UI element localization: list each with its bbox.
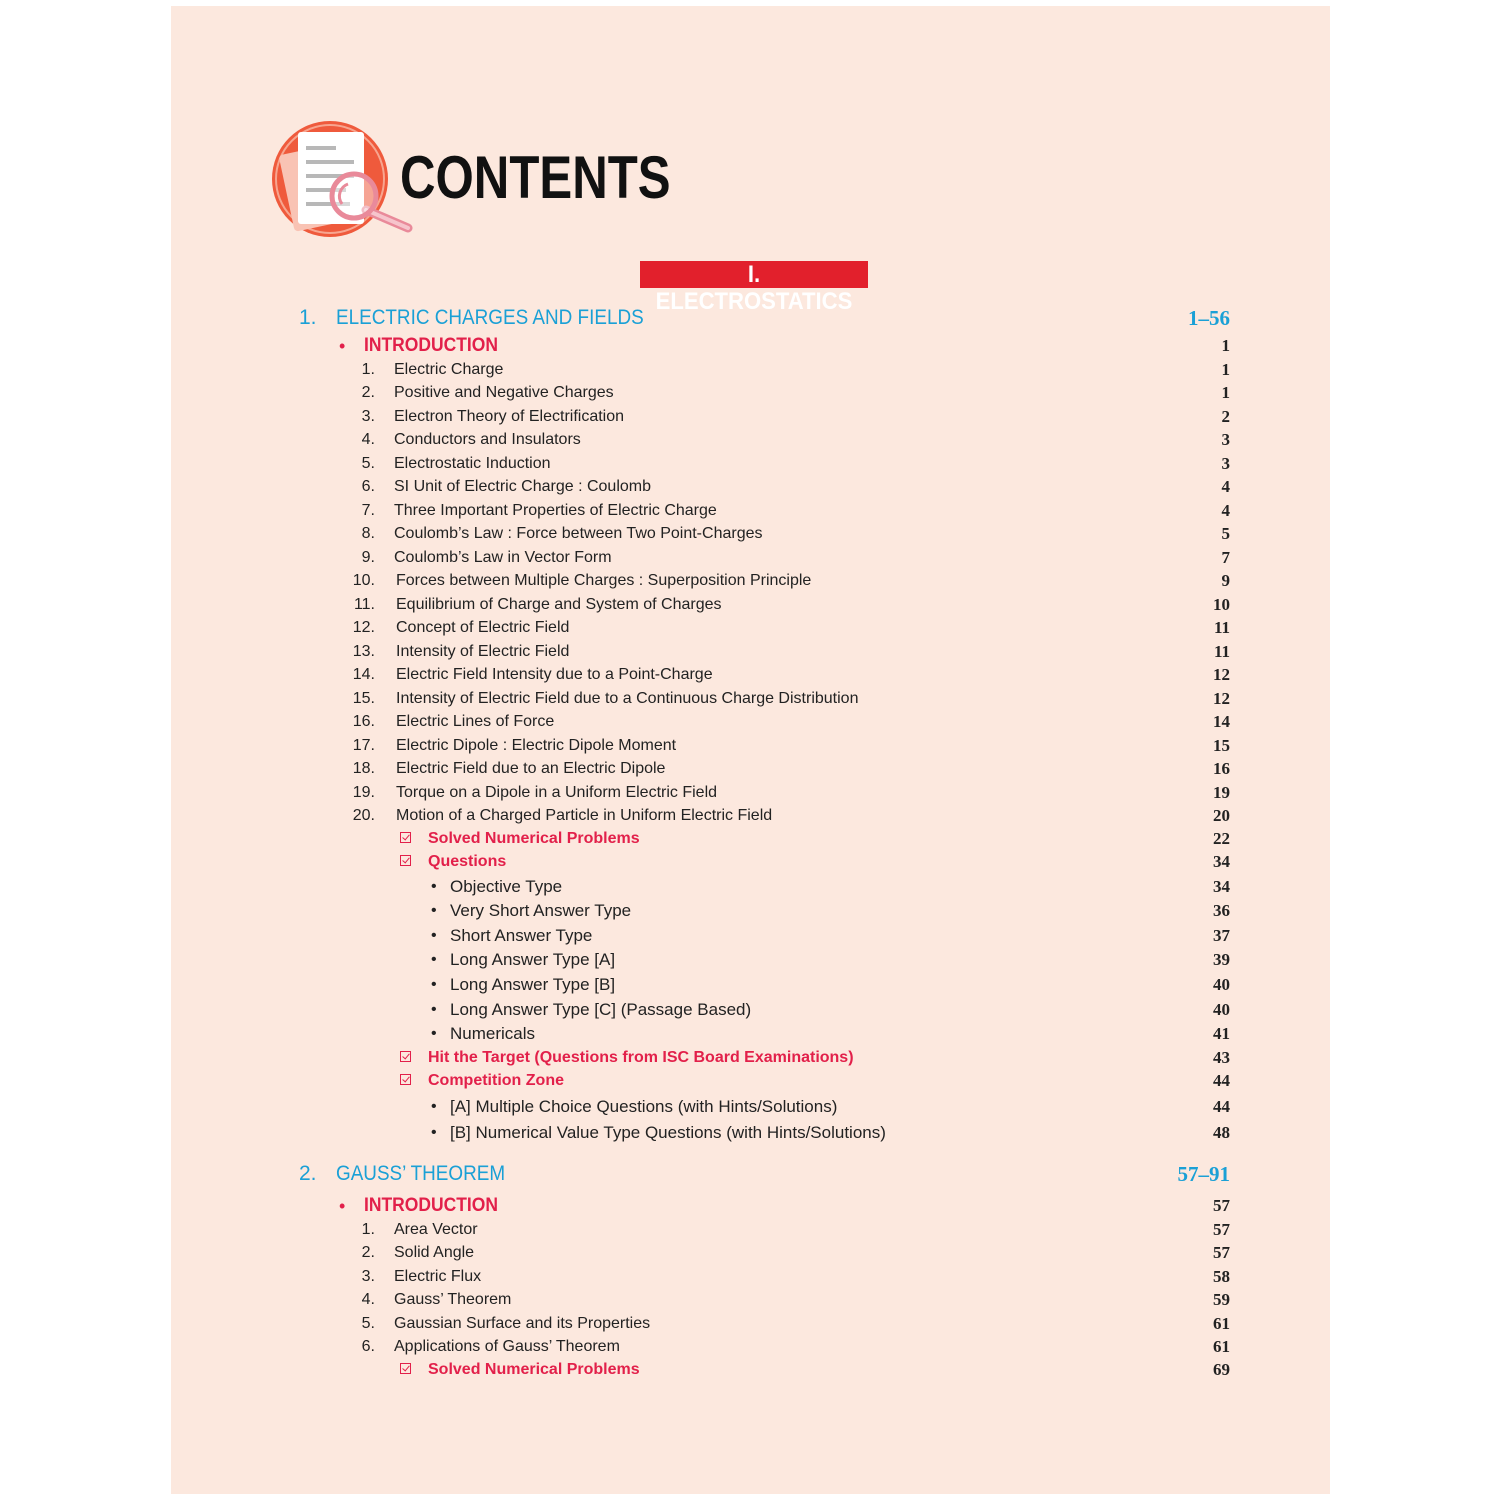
topic-label: Electric Charge [394, 361, 504, 378]
page-number: 59 [1213, 1290, 1230, 1309]
page-number: 19 [1213, 783, 1230, 802]
topic-entry [0, 781, 1501, 805]
page-number: 15 [1213, 736, 1230, 755]
introduction-label: INTRODUCTION [364, 335, 499, 356]
topic-entry [0, 1288, 1501, 1312]
topic-label: Concept of Electric Field [396, 619, 570, 636]
bullet-icon: • [431, 1124, 437, 1141]
page-number: 16 [1213, 759, 1230, 778]
page-number: 7 [1221, 548, 1230, 567]
topic-entry [0, 569, 1501, 593]
topic-label: Torque on a Dipole in a Uniform Electric Field [396, 784, 718, 801]
page-number: 4 [1221, 501, 1230, 520]
topic-entry [0, 804, 1501, 828]
topic-entry [0, 499, 1501, 523]
topic-label: Electric Field due to an Electric Dipole [396, 760, 666, 777]
bullet-icon: • [431, 1098, 437, 1115]
chapter-title: GAUSS’ THEOREM [336, 1162, 506, 1185]
topic-label: Electron Theory of Electrification [394, 408, 625, 425]
topic-label: Electric Field Intensity due to a Point-Charge [396, 666, 713, 683]
page-number: 3 [1221, 454, 1230, 473]
checkbox-icon [400, 1363, 411, 1374]
topic-entry [0, 522, 1501, 546]
topic-entry [0, 616, 1501, 640]
page-number: 58 [1213, 1267, 1230, 1286]
page-number: 12 [1213, 665, 1230, 684]
topic-entry [0, 475, 1501, 499]
bullet-icon: • [431, 878, 437, 895]
topic-entry [0, 640, 1501, 664]
topic-entry [0, 358, 1501, 382]
unit-heading [640, 261, 868, 315]
topic-number: 11. [353, 596, 375, 613]
topic-label: Applications of Gauss’ Theorem [394, 1338, 620, 1355]
topic-number: 2. [361, 1244, 375, 1261]
page-number: 11 [1213, 642, 1230, 661]
topic-label: Equilibrium of Charge and System of Charges [396, 596, 722, 613]
topic-number: 15. [352, 690, 375, 707]
question-type-entry [0, 875, 1501, 899]
question-type-label: Numericals [450, 1024, 536, 1043]
page-number: 40 [1213, 975, 1230, 994]
topic-entry [0, 1335, 1501, 1359]
bullet-icon: • [431, 951, 437, 968]
section-entry [0, 1046, 1501, 1070]
question-type-entry [0, 948, 1501, 972]
topic-label: Electrostatic Induction [394, 455, 551, 472]
section-label: Solved Numerical Problems [428, 1361, 640, 1378]
section-entry [0, 827, 1501, 851]
bullet-icon: • [431, 976, 437, 993]
question-type-entry [0, 1095, 1501, 1119]
topic-number: 19. [352, 784, 375, 801]
page-number: 69 [1213, 1360, 1230, 1379]
topic-label: Solid Angle [394, 1244, 475, 1261]
chapter-page-range: 1–56 [1188, 306, 1230, 330]
page-number: 20 [1213, 806, 1230, 825]
question-type-entry [0, 1121, 1501, 1145]
chapter-heading [0, 306, 1501, 330]
question-type-label: Long Answer Type [A] [450, 950, 616, 969]
page-number: 36 [1213, 901, 1230, 920]
checkbox-icon [400, 855, 411, 866]
topic-number: 9. [361, 549, 375, 566]
topic-entry [0, 1241, 1501, 1265]
topic-label: Intensity of Electric Field [396, 643, 570, 660]
page-number: 5 [1221, 524, 1230, 543]
question-type-label: Short Answer Type [450, 926, 593, 945]
question-type-label: Objective Type [450, 877, 563, 896]
topic-number: 4. [361, 1291, 375, 1308]
page-number: 1 [1221, 360, 1230, 379]
bullet-icon: • [431, 1025, 437, 1042]
page-number: 61 [1213, 1337, 1230, 1356]
bullet-icon: • [339, 336, 346, 356]
page-number: 12 [1213, 689, 1230, 708]
section-label: Solved Numerical Problems [428, 830, 640, 847]
topic-label: Three Important Properties of Electric Charge [394, 502, 717, 519]
topic-number: 13. [352, 643, 375, 660]
page-number: 2 [1221, 407, 1230, 426]
topic-entry [0, 428, 1501, 452]
topic-label: SI Unit of Electric Charge : Coulomb [394, 478, 651, 495]
question-type-entry [0, 924, 1501, 948]
page-number: 34 [1213, 852, 1230, 871]
page-number: 41 [1213, 1024, 1230, 1043]
chapter-number: 1. [299, 306, 317, 329]
topic-label: Coulomb’s Law : Force between Two Point-Charges [394, 525, 763, 542]
bullet-icon: • [431, 902, 437, 919]
page-number: 3 [1221, 430, 1230, 449]
topic-label: Area Vector [394, 1221, 478, 1238]
question-type-label: [A] Multiple Choice Questions (with Hints/Solutions) [450, 1097, 838, 1116]
page-number: 11 [1213, 618, 1230, 637]
checkbox-icon [400, 1051, 411, 1062]
page-number: 22 [1213, 829, 1230, 848]
topic-entry [0, 757, 1501, 781]
bullet-icon: • [431, 927, 437, 944]
topic-label: Forces between Multiple Charges : Superposition Principle [396, 572, 812, 589]
page-number: 4 [1221, 477, 1230, 496]
topic-entry [0, 687, 1501, 711]
topic-number: 5. [361, 1315, 375, 1332]
topic-number: 17. [352, 737, 375, 754]
unit-heading-label: I. ELECTROSTATICS [655, 261, 853, 315]
question-type-entry [0, 973, 1501, 997]
page-number: 61 [1213, 1314, 1230, 1333]
topic-number: 20. [352, 807, 375, 824]
topic-number: 6. [361, 478, 375, 495]
question-type-entry [0, 998, 1501, 1022]
topic-label: Electric Dipole : Electric Dipole Moment [396, 737, 677, 754]
topic-number: 5. [361, 455, 375, 472]
topic-number: 3. [361, 408, 375, 425]
topic-entry [0, 1218, 1501, 1242]
document-search-icon [268, 118, 418, 243]
section-label: Competition Zone [428, 1072, 564, 1089]
topic-entry [0, 593, 1501, 617]
topic-label: Conductors and Insulators [394, 431, 581, 448]
topic-number: 14. [352, 666, 375, 683]
topic-entry [0, 734, 1501, 758]
question-type-entry [0, 1022, 1501, 1046]
page-number: 43 [1213, 1048, 1230, 1067]
topic-label: Gaussian Surface and its Properties [394, 1315, 651, 1332]
question-type-label: Long Answer Type [C] (Passage Based) [450, 1000, 752, 1019]
topic-number: 4. [361, 431, 375, 448]
topic-entry [0, 1312, 1501, 1336]
topic-number: 6. [361, 1338, 375, 1355]
section-entry [0, 1358, 1501, 1382]
page-number: 37 [1213, 926, 1230, 945]
topic-label: Motion of a Charged Particle in Uniform Electric Field [396, 807, 773, 824]
topic-entry [0, 710, 1501, 734]
page-number: 44 [1213, 1071, 1230, 1090]
page-number: 57 [1213, 1243, 1230, 1262]
topic-label: Gauss’ Theorem [394, 1291, 512, 1308]
chapter-page-range: 57–91 [1177, 1162, 1230, 1186]
page-number: 57 [1213, 1196, 1230, 1215]
topic-number: 1. [361, 1221, 375, 1238]
topic-number: 8. [361, 525, 375, 542]
topic-label: Electric Lines of Force [396, 713, 555, 730]
chapter-heading [0, 1162, 1501, 1186]
section-entry [0, 850, 1501, 874]
topic-number: 7. [361, 502, 375, 519]
section-label: Hit the Target (Questions from ISC Board Examinations) [428, 1049, 854, 1066]
page-number: 1 [1221, 383, 1230, 402]
bullet-icon: • [431, 1001, 437, 1018]
checkbox-icon [400, 832, 411, 843]
topic-number: 16. [352, 713, 375, 730]
question-type-label: Very Short Answer Type [450, 901, 632, 920]
introduction-label: INTRODUCTION [364, 1195, 499, 1216]
chapter-number: 2. [299, 1162, 317, 1185]
page-number: 1 [1221, 336, 1230, 355]
topic-label: Electric Flux [394, 1268, 482, 1285]
checkbox-icon [400, 1074, 411, 1085]
topic-entry [0, 546, 1501, 570]
introduction-entry [0, 1194, 1501, 1218]
chapter-title: ELECTRIC CHARGES AND FIELDS [336, 306, 644, 329]
topic-entry [0, 381, 1501, 405]
topic-number: 18. [352, 760, 375, 777]
page-number: 34 [1213, 877, 1230, 896]
introduction-entry [0, 334, 1501, 358]
page-number: 44 [1213, 1097, 1230, 1116]
page-number: 14 [1213, 712, 1230, 731]
page-number: 57 [1213, 1220, 1230, 1239]
question-type-entry [0, 899, 1501, 923]
page-number: 48 [1213, 1123, 1230, 1142]
page-number: 9 [1221, 571, 1230, 590]
section-entry [0, 1069, 1501, 1093]
page-number: 40 [1213, 1000, 1230, 1019]
topic-entry [0, 663, 1501, 687]
topic-label: Intensity of Electric Field due to a Continuous Charge Distribution [396, 690, 859, 707]
topic-label: Positive and Negative Charges [394, 384, 614, 401]
page-number: 10 [1213, 595, 1230, 614]
topic-number: 1. [361, 361, 375, 378]
topic-entry [0, 452, 1501, 476]
page-number: 39 [1213, 950, 1230, 969]
topic-number: 2. [361, 384, 375, 401]
topic-number: 12. [352, 619, 375, 636]
question-type-label: Long Answer Type [B] [450, 975, 616, 994]
section-label: Questions [428, 853, 507, 870]
page-title: CONTENTS [400, 144, 671, 211]
question-type-label: [B] Numerical Value Type Questions (with Hints/Solutions) [450, 1123, 886, 1142]
bullet-icon: • [339, 1196, 346, 1216]
topic-number: 10. [352, 572, 375, 589]
topic-entry [0, 1265, 1501, 1289]
topic-number: 3. [361, 1268, 375, 1285]
topic-label: Coulomb’s Law in Vector Form [394, 549, 612, 566]
topic-entry [0, 405, 1501, 429]
